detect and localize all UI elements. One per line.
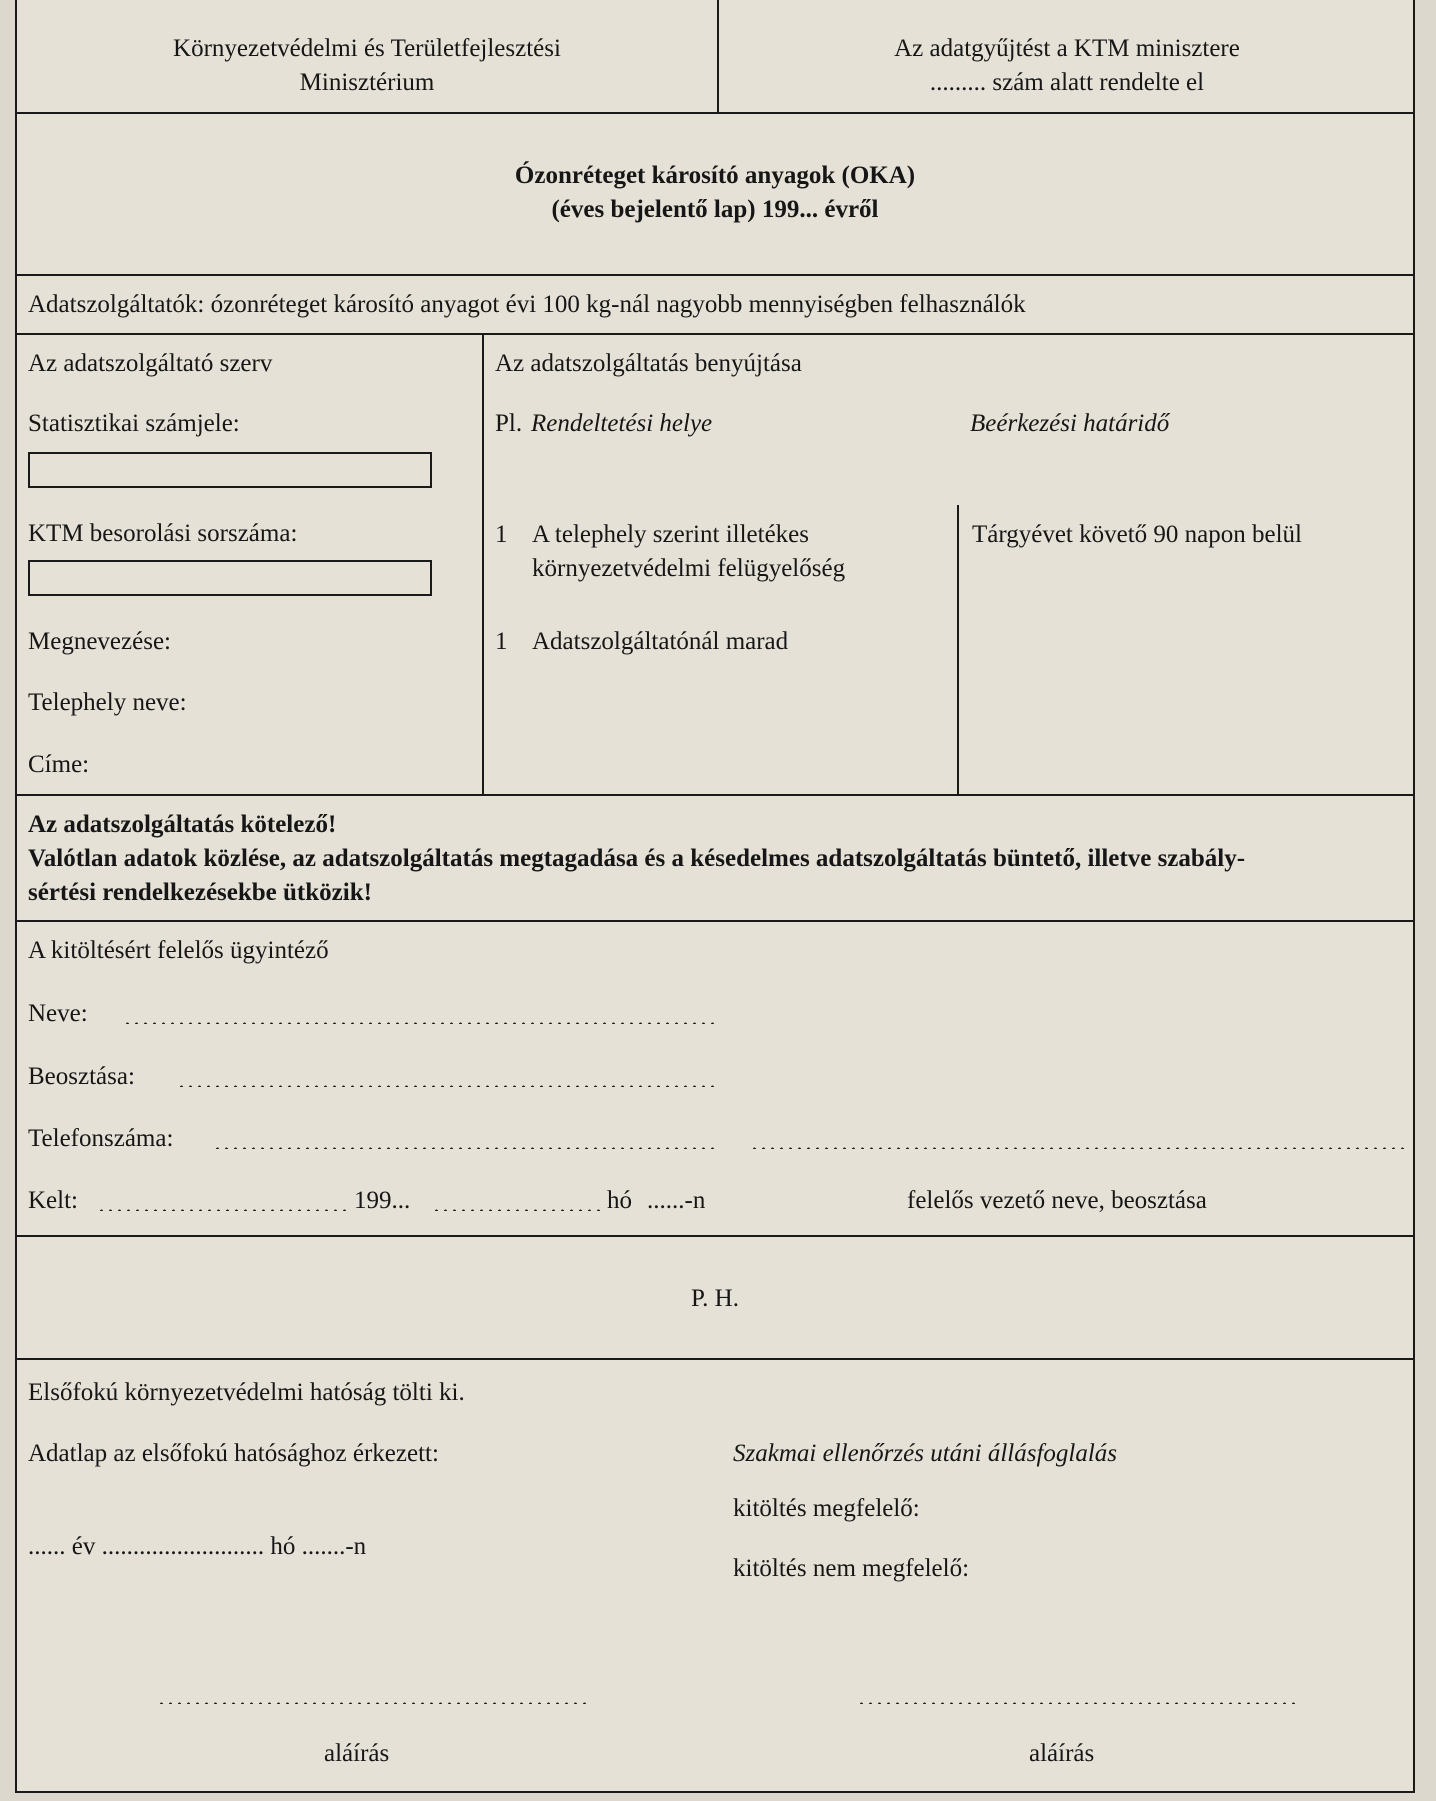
position-field-line[interactable]	[177, 1085, 718, 1087]
order-line2: ......... szám alatt rendelte el	[929, 69, 1205, 96]
signature-left-label: aláírás	[324, 1740, 390, 1767]
form-title-line2: (éves bejelentő lap) 199... évről	[551, 196, 879, 223]
review-heading: Szakmai ellenőrzés utáni állásfoglalás	[733, 1440, 1118, 1467]
phone-field-label: Telefonszáma:	[28, 1125, 174, 1152]
stat-number-field[interactable]	[28, 452, 432, 488]
authority-heading: Elsőfokú környezetvédelmi hatóság tölti ki.	[28, 1379, 465, 1406]
manager-label: felelős vezető neve, beosztása	[907, 1187, 1207, 1214]
name-field-label: Neve:	[28, 1000, 88, 1027]
responsible-section	[17, 922, 1413, 1237]
site-label: Telephely neve:	[28, 689, 187, 716]
signature-right-label: aláírás	[1029, 1740, 1095, 1767]
phone-field-line[interactable]	[213, 1147, 718, 1149]
ministry-name-line1: Környezetvédelmi és Területfejlesztési	[173, 35, 561, 62]
row2-destination: Adatszolgáltatónál marad	[532, 628, 789, 655]
row1-num: 1	[495, 521, 508, 548]
row1-deadline: Tárgyévet követő 90 napon belül	[972, 521, 1303, 548]
row2-num: 1	[495, 628, 508, 655]
ktm-number-label: KTM besorolási sorszáma:	[28, 520, 298, 547]
submission-heading: Az adatszolgáltatás benyújtása	[495, 350, 802, 377]
col-destination-label: Rendeltetési helye	[531, 410, 713, 437]
warning-line3: sértési rendelkezésekbe ütközik!	[28, 879, 372, 906]
stat-number-label: Statisztikai számjele:	[28, 410, 240, 437]
date-day: ......-n	[647, 1187, 706, 1214]
name-field-line[interactable]	[123, 1022, 718, 1024]
warning-line2: Valótlan adatok közlése, az adatszolgáltatás megtagadása és a késedelmes adatszolgáltatás büntető, illetve szabály-	[28, 845, 1246, 872]
row1-destination-line1: A telephely szerint illetékes	[532, 521, 809, 548]
providers-note: Adatszolgáltatók: ózonréteget károsító anyagot évi 100 kg-nál nagyobb mennyiségben felhasználók	[28, 291, 1026, 318]
ktm-number-field[interactable]	[28, 560, 432, 596]
signature-right-line[interactable]	[857, 1702, 1297, 1704]
position-field-label: Beosztása:	[28, 1063, 135, 1090]
date-month-line[interactable]	[432, 1209, 602, 1211]
manager-signature-line[interactable]	[750, 1147, 1405, 1149]
arrived-date[interactable]: ...... év .......................... hó .......-n	[28, 1533, 367, 1560]
stamp-label: P. H.	[691, 1285, 739, 1312]
name-label: Megnevezése:	[28, 628, 171, 655]
row1-destination-line2: környezetvédelmi felügyelőség	[532, 555, 846, 582]
authority-section	[17, 1360, 1413, 1793]
warning-section	[17, 796, 1413, 922]
providers-section	[17, 276, 1413, 335]
date-day-line[interactable]	[97, 1209, 347, 1211]
date-label: Kelt:	[28, 1187, 78, 1214]
provider-heading: Az adatszolgáltató szerv	[28, 350, 273, 377]
provider-section	[17, 335, 1413, 796]
arrived-label: Adatlap az elsőfokú hatósághoz érkezett:	[28, 1440, 439, 1467]
form-title-line1: Ózonréteget károsító anyagok (OKA)	[514, 162, 916, 189]
col-deadline-label: Beérkezési határidő	[970, 410, 1170, 437]
form	[15, 0, 1415, 1793]
header-section	[17, 0, 1413, 114]
date-year: 199...	[354, 1187, 411, 1214]
col-pl-label: Pl.	[495, 410, 523, 437]
stamp-section	[17, 1237, 1413, 1360]
title-section	[17, 114, 1413, 276]
order-line1: Az adatgyűjtést a KTM minisztere	[894, 35, 1240, 62]
signature-left-line[interactable]	[157, 1702, 592, 1704]
ok-label: kitöltés megfelelő:	[733, 1495, 920, 1522]
ministry-name-line2: Minisztérium	[299, 69, 435, 96]
date-month-label: hó	[607, 1187, 632, 1214]
responsible-heading: A kitöltésért felelős ügyintéző	[28, 937, 329, 964]
warning-line1: Az adatszolgáltatás kötelező!	[28, 811, 337, 838]
not-ok-label: kitöltés nem megfelelő:	[733, 1555, 970, 1582]
address-label: Címe:	[28, 751, 90, 778]
